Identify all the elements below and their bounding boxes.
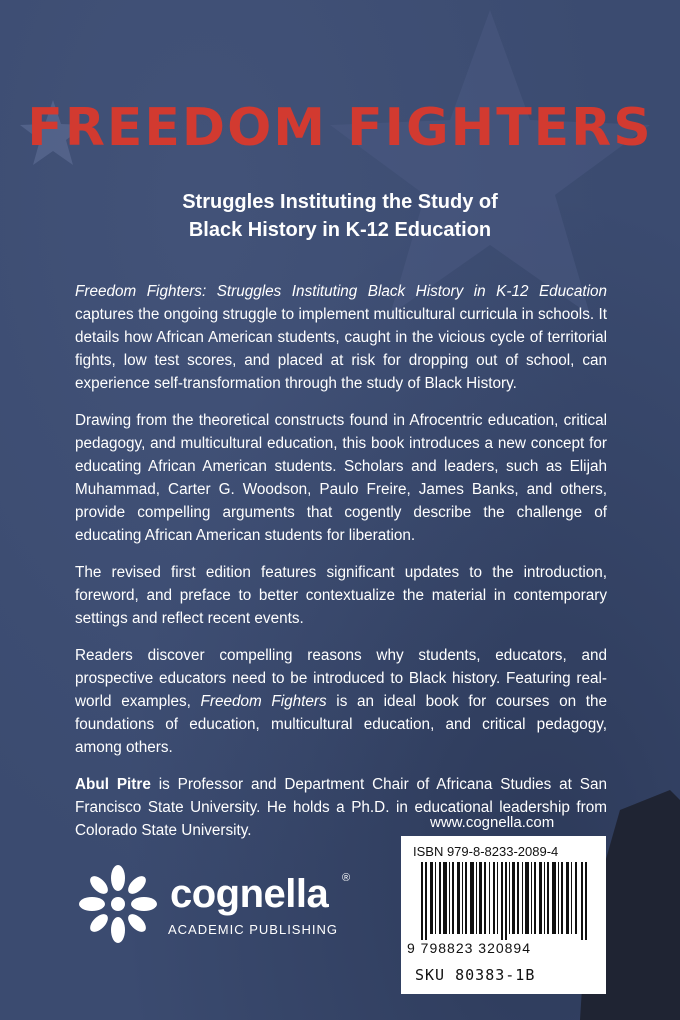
sku-text: SKU 80383-1B bbox=[415, 966, 536, 984]
publisher-url[interactable]: www.cognella.com bbox=[430, 814, 555, 831]
publisher-subtitle: ACADEMIC PUBLISHING bbox=[168, 922, 338, 937]
paragraph-4 bbox=[75, 644, 607, 759]
isbn-text: ISBN 979-8-8233-2089-4 bbox=[413, 844, 559, 859]
description-text bbox=[75, 280, 607, 856]
subtitle-line-1: Struggles Instituting the Study of bbox=[182, 191, 498, 213]
subtitle-line-2: Black History in K-12 Education bbox=[188, 219, 492, 241]
paragraph-3: The revised first edition features significant updates to the introduction, foreword, and preface to better contextualize the material in contemporary settings and reflect recent events. bbox=[75, 564, 607, 627]
barcode-icon bbox=[421, 862, 589, 940]
paragraph-4-italic: Freedom Fighters bbox=[200, 693, 327, 710]
author-bio bbox=[75, 773, 607, 842]
paragraph-1 bbox=[75, 280, 607, 395]
paragraph-1-italic: Freedom Fighters: Struggles Instituting Black History in K-12 Education bbox=[75, 283, 607, 300]
paragraph-4-start: Readers discover compelling reasons why students, educators, and prospective educators need to be introduced to Black history. Featuring real-world examples, bbox=[75, 647, 607, 710]
book-subtitle bbox=[0, 188, 680, 244]
paragraph-4-end: is an ideal book for courses on the foundations of education, multicultural education, and critical pedagogy, among others. bbox=[75, 693, 607, 756]
barcode-digits: 9 798823 320894 bbox=[407, 940, 531, 956]
barcode-label bbox=[401, 836, 606, 994]
author-name: Abul Pitre bbox=[75, 776, 151, 793]
author-bio-rest: is Professor and Department Chair of Africana Studies at San Francisco State University. He holds a Ph.D. in educational leadership from Colorado State University. bbox=[75, 776, 607, 839]
registered-mark: ® bbox=[342, 872, 351, 884]
cognella-logo-icon bbox=[76, 862, 160, 946]
paragraph-1-rest: captures the ongoing struggle to implement multicultural curricula in schools. It details how African American students, caught in the vicious cycle of territorial fights, low test scores, and placed at risk for dropping out of school, can experience self-transformation through the study of Black History. bbox=[75, 306, 607, 392]
paragraph-2: Drawing from the theoretical constructs found in Afrocentric education, critical pedagogy, and multicultural education, this book introduces a new concept for educating African American students. Scholars and leaders, such as Elijah Muhammad, Carter G. Woodson, Paulo Freire, James Banks, and others, provide compelling arguments that cogently describe the challenge of educating African American students for liberation. bbox=[75, 412, 607, 544]
publisher-name: cognella bbox=[170, 872, 329, 916]
book-title: FREEDOM FIGHTERS bbox=[27, 98, 653, 158]
